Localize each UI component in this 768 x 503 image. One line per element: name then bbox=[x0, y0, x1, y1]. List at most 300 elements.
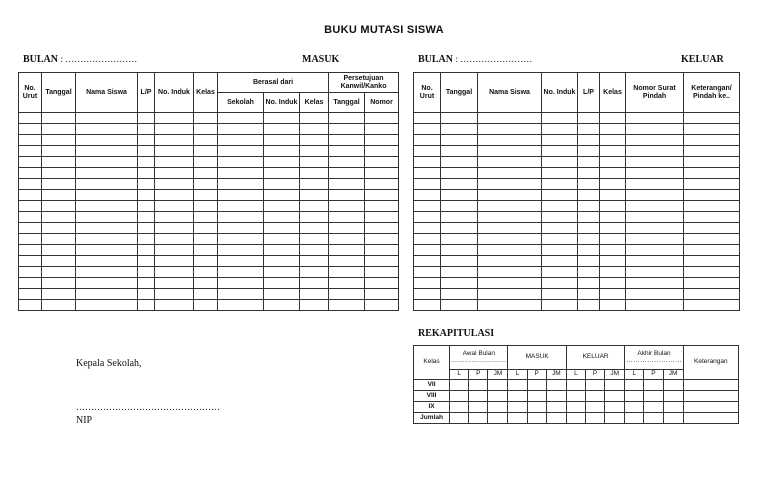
table-cell[interactable] bbox=[626, 278, 684, 289]
rekap-cell[interactable] bbox=[450, 413, 469, 424]
table-cell[interactable] bbox=[684, 289, 740, 300]
table-cell[interactable] bbox=[76, 168, 138, 179]
table-cell[interactable] bbox=[300, 256, 329, 267]
table-cell[interactable] bbox=[329, 256, 365, 267]
table-cell[interactable] bbox=[441, 113, 478, 124]
table-cell[interactable] bbox=[578, 124, 600, 135]
table-cell[interactable] bbox=[42, 256, 76, 267]
table-cell[interactable] bbox=[155, 157, 194, 168]
table-cell[interactable] bbox=[264, 289, 300, 300]
table-cell[interactable] bbox=[600, 190, 626, 201]
table-cell[interactable] bbox=[365, 124, 399, 135]
table-cell[interactable] bbox=[138, 201, 155, 212]
table-cell[interactable] bbox=[194, 146, 218, 157]
table-cell[interactable] bbox=[19, 289, 42, 300]
table-cell[interactable] bbox=[684, 278, 740, 289]
table-cell[interactable] bbox=[138, 234, 155, 245]
table-cell[interactable] bbox=[76, 289, 138, 300]
table-cell[interactable] bbox=[441, 124, 478, 135]
rekap-cell[interactable] bbox=[586, 402, 605, 413]
rekap-cell[interactable] bbox=[566, 380, 585, 391]
table-cell[interactable] bbox=[626, 113, 684, 124]
table-cell[interactable] bbox=[684, 157, 740, 168]
table-cell[interactable] bbox=[578, 201, 600, 212]
table-cell[interactable] bbox=[478, 289, 542, 300]
table-cell[interactable] bbox=[264, 234, 300, 245]
table-cell[interactable] bbox=[478, 113, 542, 124]
table-cell[interactable] bbox=[300, 146, 329, 157]
table-cell[interactable] bbox=[542, 245, 578, 256]
table-cell[interactable] bbox=[414, 267, 441, 278]
rekap-cell[interactable] bbox=[605, 402, 625, 413]
table-cell[interactable] bbox=[138, 113, 155, 124]
table-cell[interactable] bbox=[42, 245, 76, 256]
table-cell[interactable] bbox=[684, 179, 740, 190]
table-cell[interactable] bbox=[626, 245, 684, 256]
table-cell[interactable] bbox=[264, 179, 300, 190]
table-cell[interactable] bbox=[626, 124, 684, 135]
table-cell[interactable] bbox=[76, 190, 138, 201]
table-cell[interactable] bbox=[155, 245, 194, 256]
table-cell[interactable] bbox=[42, 135, 76, 146]
table-cell[interactable] bbox=[441, 234, 478, 245]
table-cell[interactable] bbox=[19, 267, 42, 278]
table-cell[interactable] bbox=[542, 146, 578, 157]
table-cell[interactable] bbox=[478, 201, 542, 212]
table-cell[interactable] bbox=[300, 289, 329, 300]
table-cell[interactable] bbox=[194, 267, 218, 278]
table-cell[interactable] bbox=[684, 124, 740, 135]
table-cell[interactable] bbox=[264, 267, 300, 278]
rekap-cell[interactable] bbox=[663, 380, 683, 391]
table-cell[interactable] bbox=[300, 168, 329, 179]
rekap-cell[interactable] bbox=[625, 380, 644, 391]
table-cell[interactable] bbox=[600, 245, 626, 256]
rekap-cell[interactable] bbox=[508, 413, 527, 424]
table-cell[interactable] bbox=[441, 223, 478, 234]
table-cell[interactable] bbox=[76, 124, 138, 135]
table-cell[interactable] bbox=[414, 256, 441, 267]
table-cell[interactable] bbox=[138, 278, 155, 289]
table-cell[interactable] bbox=[478, 190, 542, 201]
table-cell[interactable] bbox=[194, 223, 218, 234]
rekap-cell[interactable] bbox=[644, 380, 663, 391]
rekap-cell[interactable] bbox=[488, 380, 508, 391]
table-cell[interactable] bbox=[42, 190, 76, 201]
rekap-cell[interactable] bbox=[508, 380, 527, 391]
table-cell[interactable] bbox=[365, 256, 399, 267]
table-cell[interactable] bbox=[76, 234, 138, 245]
table-cell[interactable] bbox=[542, 278, 578, 289]
rekap-cell[interactable] bbox=[683, 402, 738, 413]
table-cell[interactable] bbox=[626, 157, 684, 168]
table-cell[interactable] bbox=[578, 179, 600, 190]
table-cell[interactable] bbox=[414, 146, 441, 157]
rekap-cell[interactable] bbox=[527, 402, 546, 413]
table-cell[interactable] bbox=[626, 289, 684, 300]
table-cell[interactable] bbox=[600, 201, 626, 212]
rekap-cell[interactable] bbox=[527, 391, 546, 402]
table-cell[interactable] bbox=[155, 300, 194, 311]
table-cell[interactable] bbox=[542, 223, 578, 234]
table-cell[interactable] bbox=[626, 300, 684, 311]
table-cell[interactable] bbox=[138, 267, 155, 278]
table-cell[interactable] bbox=[19, 278, 42, 289]
table-cell[interactable] bbox=[19, 157, 42, 168]
table-cell[interactable] bbox=[684, 234, 740, 245]
table-cell[interactable] bbox=[329, 212, 365, 223]
table-cell[interactable] bbox=[138, 157, 155, 168]
table-cell[interactable] bbox=[155, 168, 194, 179]
table-cell[interactable] bbox=[264, 146, 300, 157]
table-cell[interactable] bbox=[684, 201, 740, 212]
table-cell[interactable] bbox=[542, 124, 578, 135]
table-cell[interactable] bbox=[441, 201, 478, 212]
table-cell[interactable] bbox=[414, 300, 441, 311]
rekap-cell[interactable] bbox=[450, 391, 469, 402]
table-cell[interactable] bbox=[414, 124, 441, 135]
table-cell[interactable] bbox=[42, 278, 76, 289]
table-cell[interactable] bbox=[626, 223, 684, 234]
table-cell[interactable] bbox=[578, 256, 600, 267]
table-cell[interactable] bbox=[542, 168, 578, 179]
rekap-cell[interactable] bbox=[683, 380, 738, 391]
table-cell[interactable] bbox=[414, 168, 441, 179]
table-cell[interactable] bbox=[578, 223, 600, 234]
table-cell[interactable] bbox=[414, 135, 441, 146]
table-cell[interactable] bbox=[300, 234, 329, 245]
table-cell[interactable] bbox=[329, 289, 365, 300]
table-cell[interactable] bbox=[19, 234, 42, 245]
table-cell[interactable] bbox=[578, 157, 600, 168]
table-cell[interactable] bbox=[76, 113, 138, 124]
table-cell[interactable] bbox=[365, 146, 399, 157]
rekap-cell[interactable] bbox=[527, 413, 546, 424]
table-cell[interactable] bbox=[194, 300, 218, 311]
table-cell[interactable] bbox=[414, 157, 441, 168]
table-cell[interactable] bbox=[194, 234, 218, 245]
rekap-cell[interactable] bbox=[566, 413, 585, 424]
table-cell[interactable] bbox=[684, 212, 740, 223]
table-cell[interactable] bbox=[578, 190, 600, 201]
table-cell[interactable] bbox=[626, 190, 684, 201]
table-cell[interactable] bbox=[441, 267, 478, 278]
table-cell[interactable] bbox=[155, 190, 194, 201]
table-cell[interactable] bbox=[264, 212, 300, 223]
table-cell[interactable] bbox=[365, 278, 399, 289]
table-cell[interactable] bbox=[218, 124, 264, 135]
table-cell[interactable] bbox=[578, 146, 600, 157]
table-cell[interactable] bbox=[155, 278, 194, 289]
table-cell[interactable] bbox=[329, 124, 365, 135]
table-cell[interactable] bbox=[578, 289, 600, 300]
table-cell[interactable] bbox=[441, 146, 478, 157]
table-cell[interactable] bbox=[264, 157, 300, 168]
table-cell[interactable] bbox=[600, 223, 626, 234]
table-cell[interactable] bbox=[218, 201, 264, 212]
table-cell[interactable] bbox=[194, 179, 218, 190]
rekap-cell[interactable] bbox=[663, 402, 683, 413]
rekap-cell[interactable] bbox=[605, 391, 625, 402]
table-cell[interactable] bbox=[626, 212, 684, 223]
table-cell[interactable] bbox=[365, 179, 399, 190]
table-cell[interactable] bbox=[329, 201, 365, 212]
table-cell[interactable] bbox=[684, 223, 740, 234]
table-cell[interactable] bbox=[42, 124, 76, 135]
table-cell[interactable] bbox=[329, 113, 365, 124]
table-cell[interactable] bbox=[414, 190, 441, 201]
rekap-cell[interactable] bbox=[527, 380, 546, 391]
table-cell[interactable] bbox=[365, 190, 399, 201]
table-cell[interactable] bbox=[478, 234, 542, 245]
table-cell[interactable] bbox=[194, 168, 218, 179]
table-cell[interactable] bbox=[218, 267, 264, 278]
table-cell[interactable] bbox=[76, 201, 138, 212]
table-cell[interactable] bbox=[542, 135, 578, 146]
table-cell[interactable] bbox=[218, 300, 264, 311]
table-cell[interactable] bbox=[578, 234, 600, 245]
table-cell[interactable] bbox=[300, 135, 329, 146]
table-cell[interactable] bbox=[542, 179, 578, 190]
rekap-cell[interactable] bbox=[625, 402, 644, 413]
table-cell[interactable] bbox=[414, 201, 441, 212]
table-cell[interactable] bbox=[155, 201, 194, 212]
table-cell[interactable] bbox=[264, 190, 300, 201]
rekap-cell[interactable] bbox=[469, 380, 488, 391]
table-cell[interactable] bbox=[684, 245, 740, 256]
table-cell[interactable] bbox=[300, 278, 329, 289]
table-cell[interactable] bbox=[600, 212, 626, 223]
rekap-cell[interactable] bbox=[605, 380, 625, 391]
table-cell[interactable] bbox=[414, 278, 441, 289]
table-cell[interactable] bbox=[19, 168, 42, 179]
table-cell[interactable] bbox=[329, 278, 365, 289]
table-cell[interactable] bbox=[441, 245, 478, 256]
table-cell[interactable] bbox=[76, 135, 138, 146]
table-cell[interactable] bbox=[542, 190, 578, 201]
table-cell[interactable] bbox=[365, 113, 399, 124]
table-cell[interactable] bbox=[478, 300, 542, 311]
table-cell[interactable] bbox=[600, 113, 626, 124]
table-cell[interactable] bbox=[365, 168, 399, 179]
table-cell[interactable] bbox=[264, 135, 300, 146]
table-cell[interactable] bbox=[218, 190, 264, 201]
table-cell[interactable] bbox=[478, 179, 542, 190]
table-cell[interactable] bbox=[42, 146, 76, 157]
rekap-cell[interactable] bbox=[508, 402, 527, 413]
table-cell[interactable] bbox=[264, 124, 300, 135]
table-cell[interactable] bbox=[414, 289, 441, 300]
table-cell[interactable] bbox=[542, 267, 578, 278]
table-cell[interactable] bbox=[76, 300, 138, 311]
table-cell[interactable] bbox=[626, 179, 684, 190]
table-cell[interactable] bbox=[218, 113, 264, 124]
rekap-cell[interactable] bbox=[625, 413, 644, 424]
table-cell[interactable] bbox=[300, 179, 329, 190]
table-cell[interactable] bbox=[76, 256, 138, 267]
table-cell[interactable] bbox=[684, 300, 740, 311]
table-cell[interactable] bbox=[600, 267, 626, 278]
table-cell[interactable] bbox=[542, 201, 578, 212]
table-cell[interactable] bbox=[578, 300, 600, 311]
table-cell[interactable] bbox=[478, 256, 542, 267]
table-cell[interactable] bbox=[19, 223, 42, 234]
table-cell[interactable] bbox=[542, 157, 578, 168]
table-cell[interactable] bbox=[365, 234, 399, 245]
table-cell[interactable] bbox=[218, 168, 264, 179]
table-cell[interactable] bbox=[19, 179, 42, 190]
table-cell[interactable] bbox=[218, 179, 264, 190]
table-cell[interactable] bbox=[365, 135, 399, 146]
table-cell[interactable] bbox=[441, 289, 478, 300]
table-cell[interactable] bbox=[42, 300, 76, 311]
rekap-cell[interactable] bbox=[546, 413, 566, 424]
table-cell[interactable] bbox=[138, 256, 155, 267]
table-cell[interactable] bbox=[19, 300, 42, 311]
table-cell[interactable] bbox=[218, 256, 264, 267]
rekap-cell[interactable] bbox=[683, 413, 738, 424]
table-cell[interactable] bbox=[218, 157, 264, 168]
table-cell[interactable] bbox=[155, 135, 194, 146]
table-cell[interactable] bbox=[365, 267, 399, 278]
table-cell[interactable] bbox=[138, 212, 155, 223]
table-cell[interactable] bbox=[42, 289, 76, 300]
rekap-cell[interactable] bbox=[663, 391, 683, 402]
table-cell[interactable] bbox=[478, 124, 542, 135]
table-cell[interactable] bbox=[600, 300, 626, 311]
table-cell[interactable] bbox=[155, 223, 194, 234]
table-cell[interactable] bbox=[578, 113, 600, 124]
table-cell[interactable] bbox=[42, 212, 76, 223]
table-cell[interactable] bbox=[329, 146, 365, 157]
table-cell[interactable] bbox=[300, 245, 329, 256]
table-cell[interactable] bbox=[218, 289, 264, 300]
rekap-cell[interactable] bbox=[469, 402, 488, 413]
table-cell[interactable] bbox=[542, 212, 578, 223]
table-cell[interactable] bbox=[264, 113, 300, 124]
table-cell[interactable] bbox=[264, 168, 300, 179]
table-cell[interactable] bbox=[218, 234, 264, 245]
table-cell[interactable] bbox=[626, 168, 684, 179]
table-cell[interactable] bbox=[578, 245, 600, 256]
table-cell[interactable] bbox=[478, 146, 542, 157]
table-cell[interactable] bbox=[542, 234, 578, 245]
table-cell[interactable] bbox=[19, 146, 42, 157]
table-cell[interactable] bbox=[264, 256, 300, 267]
table-cell[interactable] bbox=[42, 157, 76, 168]
table-cell[interactable] bbox=[218, 223, 264, 234]
table-cell[interactable] bbox=[478, 157, 542, 168]
table-cell[interactable] bbox=[155, 267, 194, 278]
table-cell[interactable] bbox=[155, 113, 194, 124]
table-cell[interactable] bbox=[138, 223, 155, 234]
table-cell[interactable] bbox=[300, 157, 329, 168]
table-cell[interactable] bbox=[264, 201, 300, 212]
rekap-cell[interactable] bbox=[566, 402, 585, 413]
table-cell[interactable] bbox=[194, 278, 218, 289]
rekap-cell[interactable] bbox=[625, 391, 644, 402]
table-cell[interactable] bbox=[76, 223, 138, 234]
table-cell[interactable] bbox=[329, 179, 365, 190]
table-cell[interactable] bbox=[626, 135, 684, 146]
table-cell[interactable] bbox=[626, 256, 684, 267]
table-cell[interactable] bbox=[684, 135, 740, 146]
rekap-cell[interactable] bbox=[663, 413, 683, 424]
table-cell[interactable] bbox=[600, 124, 626, 135]
table-cell[interactable] bbox=[441, 212, 478, 223]
table-cell[interactable] bbox=[365, 212, 399, 223]
table-cell[interactable] bbox=[138, 179, 155, 190]
table-cell[interactable] bbox=[441, 190, 478, 201]
table-cell[interactable] bbox=[542, 289, 578, 300]
rekap-cell[interactable] bbox=[566, 391, 585, 402]
table-cell[interactable] bbox=[365, 245, 399, 256]
table-cell[interactable] bbox=[578, 278, 600, 289]
table-cell[interactable] bbox=[194, 124, 218, 135]
rekap-cell[interactable] bbox=[546, 402, 566, 413]
table-cell[interactable] bbox=[441, 135, 478, 146]
table-cell[interactable] bbox=[19, 201, 42, 212]
rekap-cell[interactable] bbox=[469, 413, 488, 424]
rekap-cell[interactable] bbox=[546, 391, 566, 402]
table-cell[interactable] bbox=[329, 300, 365, 311]
table-cell[interactable] bbox=[42, 168, 76, 179]
table-cell[interactable] bbox=[542, 256, 578, 267]
rekap-cell[interactable] bbox=[644, 413, 663, 424]
rekap-cell[interactable] bbox=[644, 391, 663, 402]
table-cell[interactable] bbox=[414, 212, 441, 223]
table-cell[interactable] bbox=[441, 300, 478, 311]
table-cell[interactable] bbox=[626, 267, 684, 278]
rekap-cell[interactable] bbox=[488, 391, 508, 402]
table-cell[interactable] bbox=[19, 113, 42, 124]
table-cell[interactable] bbox=[600, 157, 626, 168]
table-cell[interactable] bbox=[684, 267, 740, 278]
table-cell[interactable] bbox=[138, 146, 155, 157]
table-cell[interactable] bbox=[441, 278, 478, 289]
table-cell[interactable] bbox=[218, 146, 264, 157]
table-cell[interactable] bbox=[264, 245, 300, 256]
table-cell[interactable] bbox=[626, 234, 684, 245]
table-cell[interactable] bbox=[478, 135, 542, 146]
table-cell[interactable] bbox=[76, 267, 138, 278]
rekap-cell[interactable] bbox=[469, 391, 488, 402]
table-cell[interactable] bbox=[155, 256, 194, 267]
table-cell[interactable] bbox=[600, 168, 626, 179]
table-cell[interactable] bbox=[626, 201, 684, 212]
rekap-cell[interactable] bbox=[508, 391, 527, 402]
table-cell[interactable] bbox=[300, 223, 329, 234]
table-cell[interactable] bbox=[684, 190, 740, 201]
table-cell[interactable] bbox=[300, 300, 329, 311]
table-cell[interactable] bbox=[626, 146, 684, 157]
table-cell[interactable] bbox=[42, 113, 76, 124]
table-cell[interactable] bbox=[264, 278, 300, 289]
rekap-cell[interactable] bbox=[488, 413, 508, 424]
table-cell[interactable] bbox=[414, 223, 441, 234]
table-cell[interactable] bbox=[194, 190, 218, 201]
table-cell[interactable] bbox=[42, 179, 76, 190]
table-cell[interactable] bbox=[478, 278, 542, 289]
rekap-cell[interactable] bbox=[586, 391, 605, 402]
table-cell[interactable] bbox=[578, 168, 600, 179]
table-cell[interactable] bbox=[19, 245, 42, 256]
table-cell[interactable] bbox=[684, 113, 740, 124]
table-cell[interactable] bbox=[478, 245, 542, 256]
table-cell[interactable] bbox=[414, 179, 441, 190]
table-cell[interactable] bbox=[218, 212, 264, 223]
table-cell[interactable] bbox=[329, 245, 365, 256]
